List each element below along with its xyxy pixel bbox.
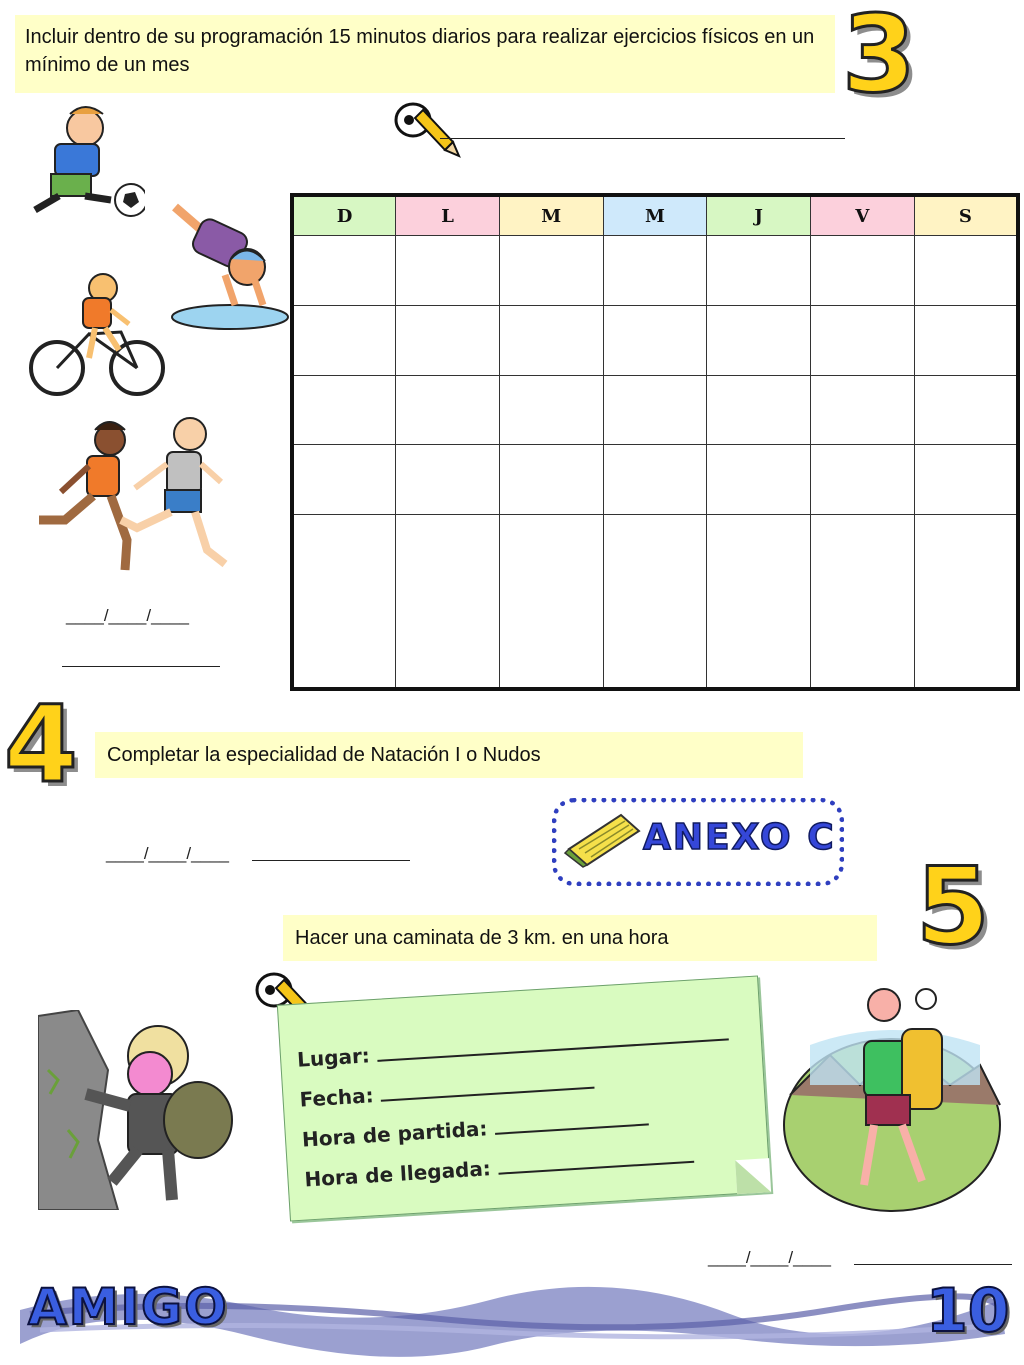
calendar-cell[interactable] — [707, 375, 811, 445]
calendar-cell[interactable] — [914, 236, 1018, 306]
calendar-cell[interactable] — [811, 445, 915, 515]
section3-instruction: Incluir dentro de su programación 15 minutos diarios para realizar ejercicios físicos en un mínimo de un mes — [25, 26, 815, 76]
section5-instruction: Hacer una caminata de 3 km. en una hora — [295, 927, 669, 949]
name-line-top[interactable] — [440, 138, 845, 139]
day-header: V — [811, 195, 915, 236]
day-header: M — [499, 195, 603, 236]
form-row-fecha[interactable] — [299, 1069, 595, 1112]
page-number: 10 — [926, 1276, 1010, 1346]
calendar-cell[interactable] — [292, 445, 396, 515]
footer-title: AMIGO — [28, 1278, 229, 1336]
hora-partida-label: Hora de partida: — [301, 1116, 489, 1152]
section3-instruction-box — [15, 15, 835, 93]
calendar-cell[interactable] — [707, 515, 811, 689]
cyclist-illustration — [25, 262, 165, 402]
notepad-icon — [563, 809, 643, 869]
calendar-cell[interactable] — [811, 305, 915, 375]
calendar-cell[interactable] — [603, 305, 707, 375]
calendar-cell[interactable] — [707, 305, 811, 375]
hiker-illustration — [780, 975, 1005, 1215]
note-fold-corner — [735, 1158, 771, 1194]
signature-line-left[interactable] — [62, 666, 220, 667]
calendar-week-row — [292, 375, 1018, 445]
calendar-cell[interactable] — [914, 305, 1018, 375]
climber-illustration — [38, 1010, 238, 1210]
date-blank-left[interactable]: ____/____/____ — [66, 606, 189, 625]
calendar-cell[interactable] — [811, 515, 915, 689]
calendar-cell[interactable] — [811, 375, 915, 445]
hora-llegada-label: Hora de llegada: — [303, 1156, 492, 1192]
calendar-cell[interactable] — [396, 445, 500, 515]
calendar-cell[interactable] — [499, 236, 603, 306]
fecha-label: Fecha: — [298, 1083, 375, 1112]
calendar-cell[interactable] — [292, 236, 396, 306]
calendar-cell[interactable] — [396, 305, 500, 375]
day-header: M — [603, 195, 707, 236]
calendar-header-row — [292, 195, 1018, 236]
calendar-cell[interactable] — [914, 445, 1018, 515]
day-header: L — [396, 195, 500, 236]
calendar-week-row — [292, 305, 1018, 375]
calendar-cell[interactable] — [603, 515, 707, 689]
calendar-cell[interactable] — [914, 515, 1018, 689]
fecha-line[interactable] — [380, 1069, 595, 1102]
day-header: J — [707, 195, 811, 236]
section5-instruction-box — [283, 915, 877, 961]
date-blank-section5[interactable]: ____/____/____ — [708, 1248, 831, 1267]
calendar-week-row — [292, 445, 1018, 515]
calendar-week-row — [292, 515, 1018, 689]
calendar-cell[interactable] — [292, 305, 396, 375]
calendar-cell[interactable] — [292, 375, 396, 445]
calendar-cell[interactable] — [292, 515, 396, 689]
form-row-hora-llegada[interactable] — [304, 1143, 694, 1192]
lugar-label: Lugar: — [296, 1043, 371, 1072]
calendar-cell[interactable] — [499, 515, 603, 689]
form-row-hora-partida[interactable] — [301, 1105, 648, 1151]
hora-partida-line[interactable] — [493, 1105, 648, 1134]
form-row-lugar[interactable] — [296, 1020, 728, 1071]
calendar-week-row — [292, 236, 1018, 306]
calendar-cell[interactable] — [914, 375, 1018, 445]
day-header: S — [914, 195, 1018, 236]
soccer-kid-illustration — [15, 100, 145, 220]
anexo-c-badge[interactable] — [552, 798, 844, 886]
signature-line-section4[interactable] — [252, 860, 410, 861]
section4-instruction-box — [95, 732, 803, 778]
calendar-cell[interactable] — [499, 375, 603, 445]
weekly-calendar — [290, 193, 1020, 691]
lugar-line[interactable] — [376, 1020, 729, 1061]
section5-number: 5 — [916, 845, 990, 968]
date-blank-section4[interactable]: ____/____/____ — [106, 844, 229, 863]
signature-line-section5[interactable] — [854, 1264, 1012, 1265]
hike-form-note — [277, 975, 771, 1221]
calendar-cell[interactable] — [396, 375, 500, 445]
calendar-cell[interactable] — [707, 445, 811, 515]
pencil-icon — [393, 100, 463, 160]
section4-instruction: Completar la especialidad de Natación I o Nudos — [107, 744, 541, 766]
calendar-cell[interactable] — [499, 445, 603, 515]
calendar-cell[interactable] — [707, 236, 811, 306]
calendar-cell[interactable] — [396, 515, 500, 689]
calendar-cell[interactable] — [396, 236, 500, 306]
calendar-cell[interactable] — [811, 236, 915, 306]
section3-number: 3 — [842, 0, 916, 116]
section4-number: 4 — [4, 683, 78, 806]
calendar-cell[interactable] — [603, 375, 707, 445]
calendar-cell[interactable] — [499, 305, 603, 375]
runners-illustration — [25, 410, 240, 580]
calendar-cell[interactable] — [603, 445, 707, 515]
calendar-cell[interactable] — [603, 236, 707, 306]
hora-llegada-line[interactable] — [497, 1143, 694, 1175]
swimmer-illustration — [165, 195, 295, 335]
day-header: D — [292, 195, 396, 236]
anexo-c-label: ANEXO C — [643, 817, 836, 858]
